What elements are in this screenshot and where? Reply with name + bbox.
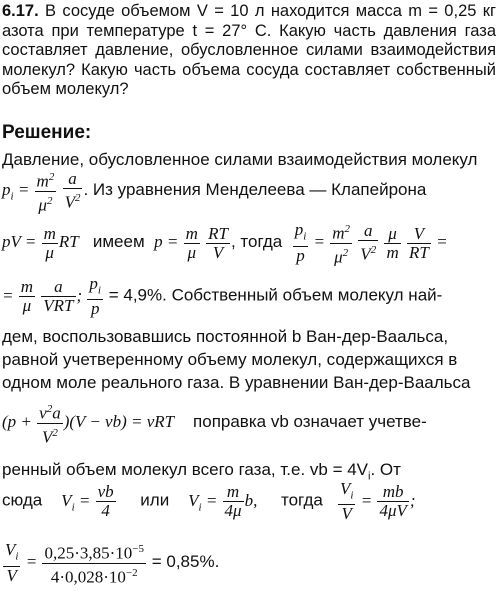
solution-heading: Решение: bbox=[2, 122, 92, 143]
line10-then: тогда bbox=[280, 490, 323, 510]
final-num-exp: −5 bbox=[132, 543, 144, 555]
line3-have: имеем bbox=[92, 232, 145, 252]
formula-vi-1: $V_i$ = $\frac{vb}{4}$ bbox=[61, 482, 114, 521]
problem-statement bbox=[2, 2, 496, 100]
formula-van-der-waals: (p + $\frac{v^2a}{V^2}$ )(V − vb) = vRT bbox=[2, 403, 175, 447]
formula-clapeyron: pV = $\frac{m}{\mu}$ RT bbox=[2, 223, 79, 262]
final-numerator: 0,25·3,85·10 bbox=[44, 543, 133, 563]
solution-line-3 bbox=[2, 220, 448, 266]
solution-line-1: Давление, обусловленное силами взаимодействия молекул bbox=[2, 150, 478, 169]
solution-line-9: ренный объем молекул всего газа, т.е. vb = $4V_i$. От bbox=[2, 460, 401, 483]
solution-line-4 bbox=[2, 275, 442, 318]
ratio-result: = 4,9% bbox=[108, 285, 163, 305]
final-result: = 0,85%. bbox=[151, 552, 220, 572]
formula-ratio-simplified: = $\frac{m}{\mu}$ $\frac{a}{\text{VRT}}$ ; $\frac{p_i}{p}$ bbox=[2, 274, 101, 319]
final-den-exp: −2 bbox=[125, 566, 138, 579]
line3-then: , тогда bbox=[230, 232, 283, 252]
formula-ratio: $\frac{p_i}{p}$ = $\frac{m^2}{\mu^2}$ $\frac{a}{V^2}$ $\frac{\mu}{m}$ $\frac{V}{RT}$ = bbox=[294, 220, 448, 267]
line2-text: . Из уравнения Менделеева — Клапейрона bbox=[83, 180, 427, 200]
line10-or: или bbox=[140, 490, 170, 510]
line9-text: ренный объем молекул всего газа, т.е. vb = 4V bbox=[2, 460, 369, 479]
formula-final: $\frac{V_i}{V}$ = $\frac{0,25\cdot 3,85\cdot 10^{-5}}{4\cdot 0,028\cdot 10^{-2}}$ bbox=[5, 540, 144, 587]
line4-text: . Собственный объем молекул най- bbox=[162, 285, 443, 305]
formula-pi: $p_i$ = $\frac{m^2}{\mu^2}$ $\frac{a}{V^2}$ bbox=[2, 169, 81, 215]
line9-end: . От bbox=[370, 460, 401, 479]
problem-number: 6.17. bbox=[2, 2, 39, 20]
line8-text: поправка vb означает учетве- bbox=[193, 412, 427, 432]
solution-line-5: дем, воспользовавшись постоянной b Ван-дер-Ваальса, bbox=[2, 327, 449, 346]
solution-line-8 bbox=[2, 400, 427, 446]
formula-p: p = $\frac{m}{\mu}$ $\frac{RT}{V}$ bbox=[154, 223, 228, 262]
problem-text: В сосуде объемом V = 10 л находится масса m = 0,25 кг азота при температуре t = 27° С. Какую часть давления газа составляет давление, обусловленное силами взаимодействия молекул? Какую часть объема сосуда составляет собственный объем молекул? bbox=[2, 2, 496, 98]
line10-from: сюда bbox=[2, 490, 43, 510]
formula-volume-ratio: $\frac{V_i}{V}$ = $\frac{mb}{4\mu V}$ ; bbox=[340, 479, 416, 524]
solution-line-2 bbox=[2, 168, 426, 214]
final-denominator: 4·0,028·10 bbox=[50, 567, 126, 587]
solution-line-10 bbox=[2, 480, 416, 523]
solution-line-7: одном моле реального газа. В уравнении Ван-дер-Ваальса bbox=[2, 373, 471, 392]
solution-line-6: равной учетверенному объему молекул, содержащихся в bbox=[2, 350, 458, 369]
formula-vi-2: $V_i$ = $\frac{m}{4\mu}$ b, bbox=[188, 482, 258, 521]
solution-line-11 bbox=[2, 540, 219, 586]
